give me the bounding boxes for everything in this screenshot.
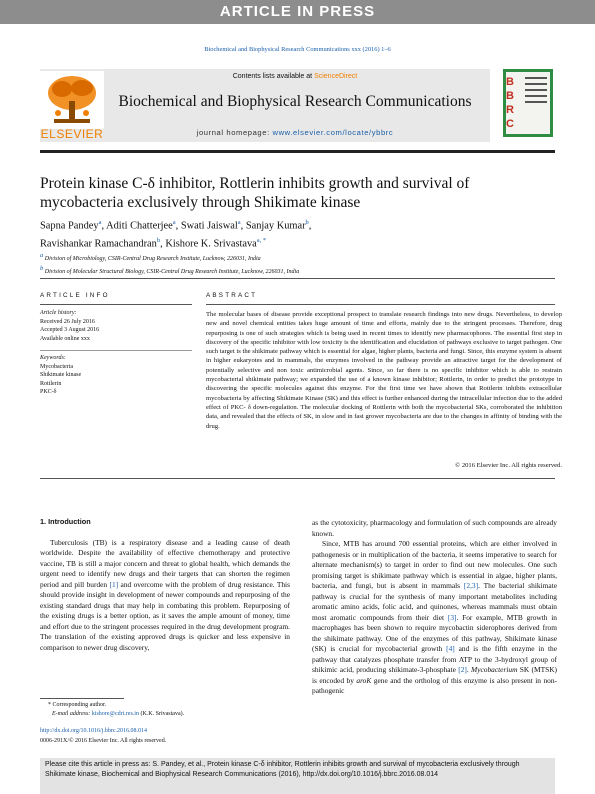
keywords-block: [40, 354, 190, 397]
author-name[interactable]: Aditi Chatterjee: [106, 220, 173, 232]
text-run: Tuberculosis (TB) is a respiratory disease and a leading cause of death worldwide. Despite the availability of effective chemotherapy and protective vaccine, TB is still a major concern and threat to global health, which demands the urgent need to identify new drugs and their targets that can shorten the regimen period and pill burden: [40, 537, 290, 589]
paragraph: [312, 539, 557, 697]
text-run: SK (MTSK) is encoded by: [312, 665, 558, 685]
keyword-item: Mycobacteria: [40, 363, 73, 370]
text-run: gene and the ortholog of this enzyme is also present in non- pathogenic: [312, 675, 557, 695]
history-received: Received 26 July 2016: [40, 318, 95, 325]
author-name[interactable]: Sanjay Kumar: [245, 220, 306, 232]
doi-link[interactable]: http://dx.doi.org/10.1016/j.bbrc.2016.08.014: [40, 728, 148, 734]
affiliation-mark: a: [40, 252, 44, 259]
email-link[interactable]: kishore@cdri.res.in: [91, 711, 139, 717]
text-run-italic: aroK: [356, 675, 372, 685]
citation-link[interactable]: [1]: [109, 579, 119, 589]
affiliation-item: [40, 251, 555, 264]
footnotes: [40, 701, 300, 719]
corresponding-author-note: * Corresponding author.: [48, 702, 107, 708]
journal-cover-thumbnail: [503, 69, 553, 137]
article-info-heading: ARTICLE INFO: [40, 292, 110, 299]
abstract-rule: [206, 304, 555, 305]
affiliations: [40, 251, 555, 277]
keyword-item: Rottlerin: [40, 380, 62, 387]
author-affiliation-mark[interactable]: a, *: [256, 236, 267, 244]
sciencedirect-link[interactable]: ScienceDirect: [314, 73, 358, 80]
author-affiliation-mark[interactable]: b: [156, 236, 161, 244]
article-in-press-banner: ARTICLE IN PRESS: [0, 0, 595, 24]
footnote-rule: [40, 698, 124, 699]
cover-bbrc-letters: B B R C: [506, 76, 514, 130]
homepage-prefix: journal homepage:: [196, 128, 273, 137]
author-affiliation-mark[interactable]: a: [98, 219, 102, 226]
history-label: Article history:: [40, 310, 77, 316]
journal-homepage-line: [110, 128, 480, 137]
author-name[interactable]: Sapna Pandey: [40, 220, 99, 232]
author-affiliation-mark[interactable]: a: [237, 219, 241, 226]
text-run-italic: Mycobacterium: [471, 665, 518, 674]
email-label: E-mail address:: [52, 711, 92, 717]
affiliation-text: Division of Molecular Structural Biology, CSIR-Central Drug Research Institute, Lucknow, 226031, India: [44, 269, 300, 275]
abstract-text: The molecular bases of disease provide exceptional prospect to translate research findings into new drugs. Nevertheless, to develop new and novel chemical entities takes huge amount of time and efforts, mainly due to the stringent processes. Therefore, drug repurposing is one of such strategies which is being used in recent times to identify new pharmacophores. The essential first step in discovery of the specific inhibitor with low toxicity is the identification and elucidation of pathways exclusive to target pathogen. One such target is the shikimate pathway which is essential for algae, higher plants, bacteria and fungi. Since, this enzyme system is absent in higher eukaryotes and in mammals, the enzymes involved in the pathway provide an attractive target for the development of potentially selective and non toxic antimicrobial agents. Since, so far there is no specific inhibitor which is able to restrain mycobacterial shikimate pathway; we expanded the use of a known kinase inhibitor; Rottlerin, in order to predict the prototype in discovering the specific molecules against this enzyme. For the first time we have shown that Rottlerin inhibits extracellular mycobacteria by affecting Shikimate Kinase (SK) and this effect is further enhanced during the intracellular infection due to the added effect of PKC- δ down-regulation. The molecular docking of Rottlerin with both the mycobacterial SKs, corroborated the inhibition data, and revealed that the effects of SK, in slow and in fast grower mycobacteria are due to the changes in affinity of binding with the drug.: [206, 311, 562, 430]
text-run: . The bacterial shikimate pathway is crucial for the synthesis of many important metabolites including aromatic amino acids, folic acid, and quinones, whereas mammals must obtain most aromatic compounds from their diet: [312, 581, 558, 622]
affiliation-item: [40, 264, 555, 277]
elsevier-tree-logo-icon: [40, 71, 104, 129]
contents-prefix: Contents lists available at: [232, 73, 315, 80]
history-accepted: Accepted 3 August 2016: [40, 327, 100, 334]
contents-available-line: [110, 73, 480, 80]
publisher-name: ELSEVIER: [40, 127, 104, 141]
journal-reference-link[interactable]: Biochemical and Biophysical Research Communications xxx (2016) 1–6: [204, 46, 391, 53]
issn-copyright-line: 0006-291X/© 2016 Elsevier Inc. All rights reserved.: [40, 737, 167, 744]
abstract-bottom-divider: [40, 478, 555, 479]
article-info-rule: [40, 304, 192, 305]
author-name[interactable]: Kishore K. Srivastava: [165, 238, 257, 250]
text-run: Since, MTB has around 700 essential proteins, which are either involved in pathogenesis or in multiplication of the bacteria, it seems imperative to search for alternate mechanism(s) to target in order to find out new molecules. One such promising target is shikimate pathway which is essential in algae, higher plants, bacteria, and fungi, but is absent in mammals: [312, 539, 557, 590]
paper-title: [40, 174, 520, 212]
citation-link[interactable]: [2,3]: [463, 581, 479, 590]
citation-link[interactable]: [4]: [446, 644, 455, 653]
text-run: . For example, MTB growth in macrophages has been shown to require mycobactin siderophores derived from the shikimate pathway. One of the enzymes of this pathway, Shikimate kinase (SK) is crucial for mycobacterial growth: [312, 612, 558, 653]
affiliation-text: Division of Microbiology, CSIR-Central Drug Research Institute, Lucknow, 226031, India: [44, 256, 261, 262]
citation-text: Please cite this article in press as: S. Pandey, et al., Protein kinase C-δ inhibitor, Rottlerin inhibits growth and survival of mycobacteria exclusively through Shikimate kinase, Biochemical and Biophysical Research Communications (2016), http://dx.doi.org/10.1016/j.bbrc.2016.08.014: [45, 761, 520, 778]
author-name[interactable]: Ravishankar Ramachandran: [40, 238, 157, 250]
keyword-item: Shikimate kinase: [40, 372, 82, 379]
header-divider: [40, 150, 555, 153]
homepage-link[interactable]: www.elsevier.com/locate/ybbrc: [272, 128, 394, 137]
article-history: [40, 309, 190, 343]
text-run: and is the fifth enzyme in the pathway that catalyzes phosphate transfer from ATP to the 3-hydroxyl group of shikimic acid, producing shikimate-3-phosphate: [312, 644, 558, 674]
introduction-heading: 1. Introduction: [40, 517, 91, 526]
keywords-rule: [40, 350, 192, 351]
author-affiliation-mark[interactable]: b: [305, 219, 309, 226]
affiliation-mark: b: [40, 265, 44, 272]
text-run: .: [466, 665, 472, 674]
keyword-item: PKC-δ: [40, 389, 57, 396]
author-list: Sapna Pandey$^a$, Aditi Chatterjee$^a$, Swati Jaiswal$^a$, Sanjay Kumar$^b$, Ravishankar Ramachandran$^b$, Kishore K. Srivastava$^{a, *}$: [40, 219, 312, 250]
keywords-label: Keywords:: [40, 355, 66, 361]
cover-text-lines: [525, 77, 547, 107]
title-line-1: Protein kinase C-δ inhibitor, Rottlerin inhibits growth and survival of: [40, 175, 470, 192]
author-name[interactable]: Swati Jaiswal: [180, 220, 238, 232]
history-online: Available online xxx: [40, 335, 90, 342]
abstract-heading: ABSTRACT: [206, 292, 258, 299]
doi-block: [40, 727, 300, 746]
body-right-column: [312, 518, 557, 697]
title-line-2: mycobacteria exclusively through Shikimate kinase: [40, 194, 361, 211]
email-note: [40, 710, 300, 719]
journal-title: Biochemical and Biophysical Research Communications: [118, 93, 472, 110]
paragraph-continued: as the cytotoxicity, pharmacology and formulation of such compounds are already known.: [312, 518, 557, 538]
body-left-column: [40, 517, 290, 653]
text-run: and overcome with the problem of drug resistance. This should provide insight in development of newer compounds and repurposing of the existing standard drugs that may help in combating this problem. Repurposing of the existing drugs is a better option, as it saves the ample amount of money, time and effort due to the stringent processes required in the drug development program. The translation of the existing approved drugs is quicker and less expensive in comparison to newer drug discovery,: [40, 579, 290, 652]
author-affiliation-mark[interactable]: a: [172, 219, 176, 226]
abstract-copyright: © 2016 Elsevier Inc. All rights reserved.: [455, 462, 562, 469]
citation-link[interactable]: [3]: [447, 612, 457, 622]
title-divider: [40, 278, 555, 279]
citation-link[interactable]: [2]: [458, 665, 467, 674]
email-suffix: (K.K. Srivastava).: [138, 711, 185, 717]
paragraph: [40, 538, 290, 654]
